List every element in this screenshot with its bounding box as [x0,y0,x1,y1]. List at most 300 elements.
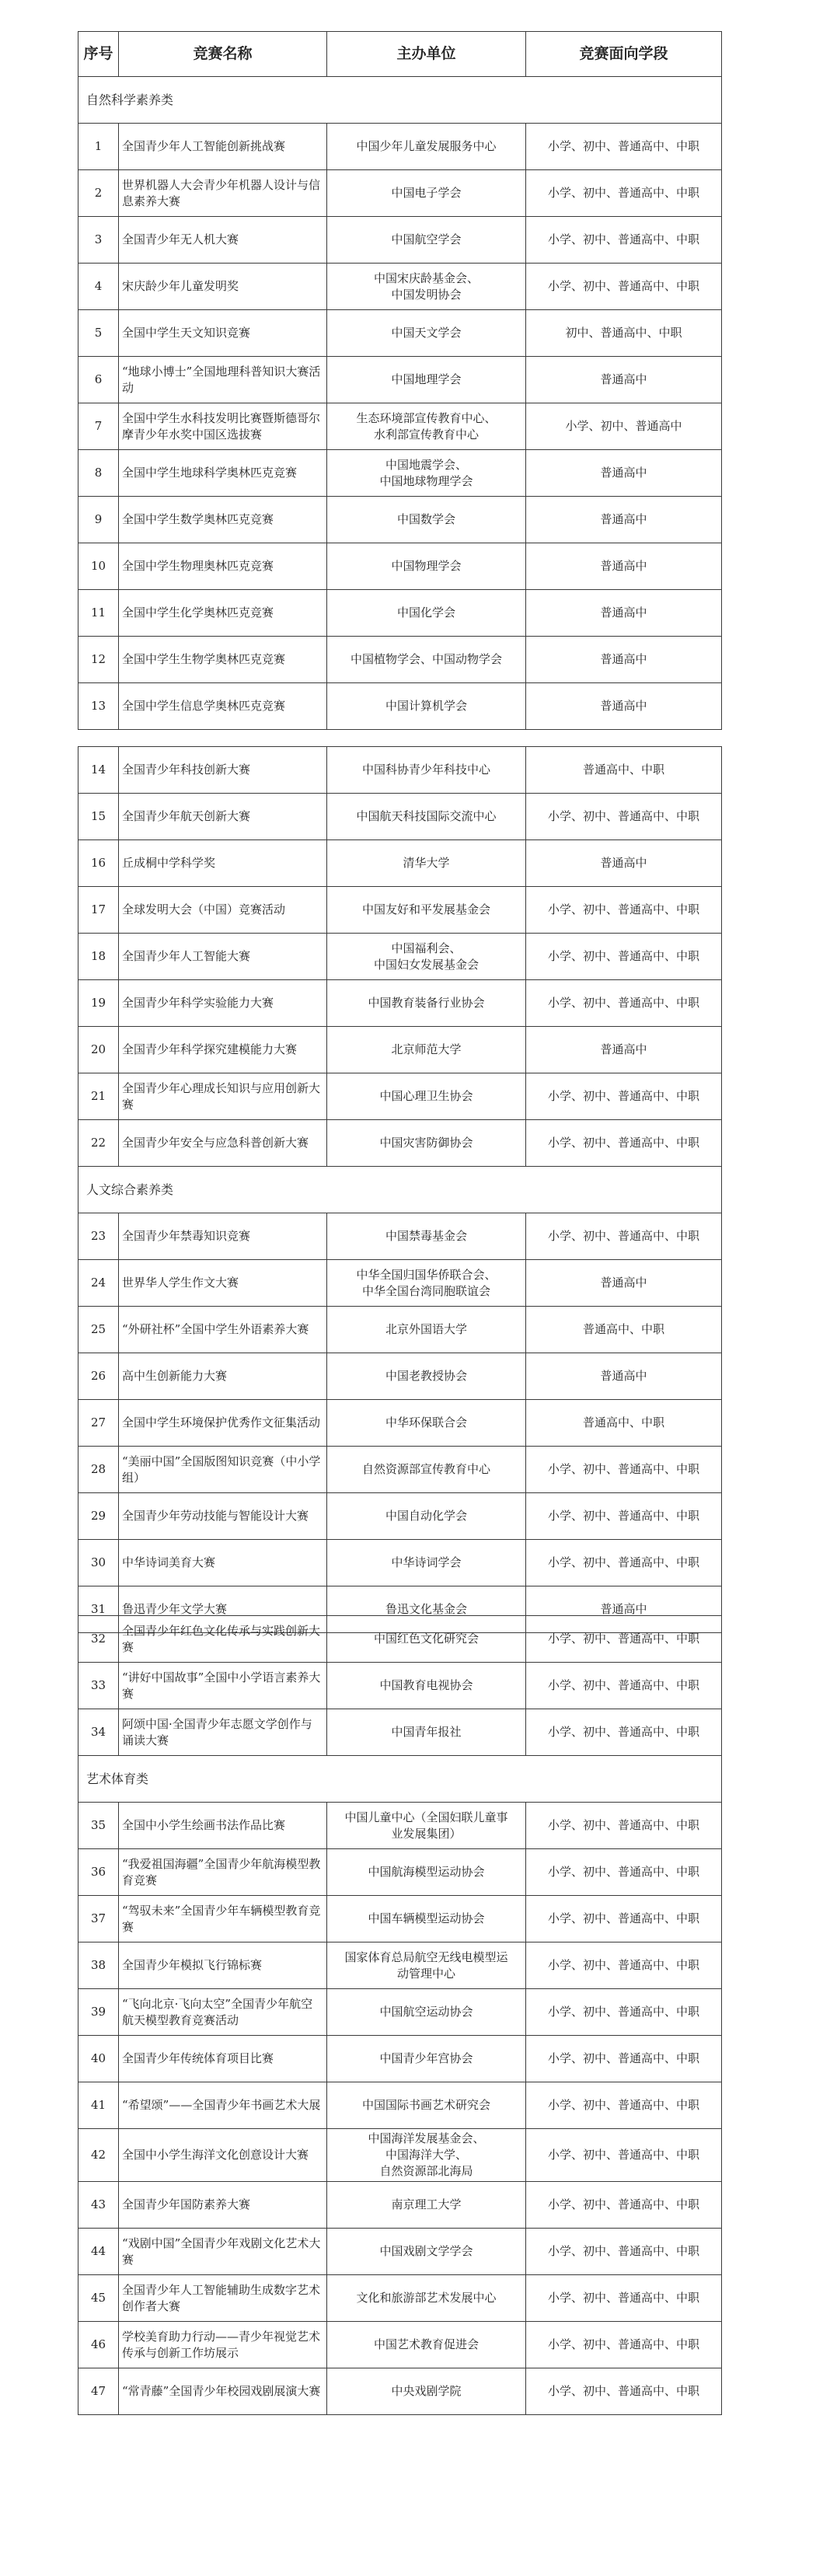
organizer-line: 中国教育装备行业协会 [368,996,485,1010]
organizer-line: 中国航天科技国际交流中心 [356,809,497,823]
competition-name: 全国青少年心理成长知识与应用创新大赛 [119,1073,327,1120]
row-number: 3 [78,217,119,264]
organizer-line: 中国海洋发展基金会、 [368,2131,485,2145]
school-level: 小学、初中、普通高中、中职 [526,1849,722,1896]
row-number: 6 [78,357,119,403]
rows-table3b [78,1803,722,2415]
row-number: 4 [78,264,119,310]
table-row [78,1989,722,2036]
competition-name: 全国青少年航天创新大赛 [119,794,327,840]
organizer [327,1447,526,1493]
organizer [327,934,526,980]
school-level: 小学、初中、普通高中、中职 [526,1073,722,1120]
organizer [327,1120,526,1167]
row-number: 8 [78,450,119,497]
row-number: 34 [78,1709,119,1756]
organizer [327,2275,526,2322]
organizer [327,264,526,310]
school-level: 普通高中、中职 [526,1400,722,1447]
row-number: 32 [78,1616,119,1663]
category-title-arts: 艺术体育类 [78,1756,722,1803]
school-level: 小学、初中、普通高中、中职 [526,2129,722,2182]
organizer-line: 中华环保联合会 [385,1415,467,1429]
organizer-line: 中国电子学会 [391,186,462,200]
competition-name: 全国中学生物理奥林匹克竞赛 [119,543,327,590]
school-level: 小学、初中、普通高中、中职 [526,1493,722,1540]
category-title-science: 自然科学素养类 [78,77,722,124]
organizer [327,1260,526,1307]
competition-name: 全球发明大会（中国）竞赛活动 [119,887,327,934]
competition-name: 全国中学生天文知识竞赛 [119,310,327,357]
school-level: 小学、初中、普通高中、中职 [526,2322,722,2368]
competition-name: 全国中学生地球科学奥林匹克竞赛 [119,450,327,497]
school-level: 小学、初中、普通高中、中职 [526,1120,722,1167]
table-row [78,1073,722,1120]
competition-name: 阿颂中国·全国青少年志愿文学创作与诵读大赛 [119,1709,327,1756]
organizer-line: 动管理中心 [396,1966,455,1981]
school-level: 小学、初中、普通高中、中职 [526,887,722,934]
row-number: 37 [78,1896,119,1942]
row-number: 16 [78,840,119,887]
school-level: 普通高中、中职 [526,747,722,794]
organizer [327,2322,526,2368]
organizer [327,1307,526,1353]
table-row [78,1663,722,1709]
category-row [78,1756,722,1803]
table-row [78,1803,722,1849]
organizer [327,887,526,934]
school-level: 小学、初中、普通高中、中职 [526,2082,722,2129]
organizer [327,747,526,794]
school-level: 普通高中 [526,497,722,543]
competition-name: 全国青少年禁毒知识竞赛 [119,1213,327,1260]
row-number: 5 [78,310,119,357]
table-row [78,683,722,730]
organizer-line: 北京师范大学 [391,1042,462,1056]
row-number: 12 [78,637,119,683]
organizer [327,124,526,170]
organizer [327,1942,526,1989]
table-header-row [78,32,722,77]
row-number: 47 [78,2368,119,2415]
organizer [327,590,526,637]
competition-name: 全国青少年人工智能创新挑战赛 [119,124,327,170]
organizer [327,450,526,497]
table-row [78,2322,722,2368]
organizer [327,2182,526,2229]
header-org: 主办单位 [327,32,526,77]
organizer-line: 中国心理卫生协会 [379,1089,473,1103]
row-number: 24 [78,1260,119,1307]
table-row [78,887,722,934]
competition-table-part1 [78,31,722,730]
table-row [78,2275,722,2322]
competition-name: “飞向北京·飞向太空”全国青少年航空航天模型教育竞赛活动 [119,1989,327,2036]
organizer-line: 中国植物学会、中国动物学会 [350,652,502,666]
organizer-line: 中国少年儿童发展服务中心 [356,139,497,153]
row-number: 17 [78,887,119,934]
school-level: 小学、初中、普通高中、中职 [526,1709,722,1756]
organizer [327,1400,526,1447]
organizer [327,2082,526,2129]
organizer [327,683,526,730]
table-row [78,2182,722,2229]
row-number: 33 [78,1663,119,1709]
row-number: 21 [78,1073,119,1120]
row-number: 26 [78,1353,119,1400]
organizer-line: 鲁迅文化基金会 [385,1602,467,1616]
row-number: 40 [78,2036,119,2082]
organizer-line: 中国物理学会 [391,559,462,573]
organizer-line: 中国友好和平发展基金会 [361,902,490,916]
organizer [327,1027,526,1073]
row-number: 28 [78,1447,119,1493]
school-level: 普通高中 [526,1027,722,1073]
competition-name: “美丽中国”全国版图知识竞赛（中小学组） [119,1447,327,1493]
organizer-line: 中国宋庆龄基金会、 [373,271,479,285]
organizer [327,217,526,264]
row-number: 41 [78,2082,119,2129]
organizer [327,1213,526,1260]
organizer [327,1663,526,1709]
organizer [327,1989,526,2036]
table-row [78,934,722,980]
table-row [78,403,722,450]
row-number: 30 [78,1540,119,1586]
table-row [78,1709,722,1756]
organizer [327,170,526,217]
organizer [327,794,526,840]
row-number: 44 [78,2229,119,2275]
row-number: 42 [78,2129,119,2182]
competition-name: “我爱祖国海疆”全国青少年航海模型教育竞赛 [119,1849,327,1896]
competition-name: 全国中学生数学奥林匹克竞赛 [119,497,327,543]
row-number: 10 [78,543,119,590]
school-level: 小学、初中、普通高中、中职 [526,1213,722,1260]
organizer-line: 中国科协青少年科技中心 [361,763,490,777]
table-row [78,1447,722,1493]
organizer-line: 中国戏剧文学学会 [379,2244,473,2258]
table-row [78,1493,722,1540]
organizer-line: 中国妇女发展基金会 [373,957,479,972]
organizer-line: 中国车辆模型运动协会 [368,1911,485,1925]
organizer-line: 中国地震学会、 [385,457,467,472]
competition-name: 丘成桐中学科学奖 [119,840,327,887]
table-row [78,1540,722,1586]
organizer [327,1616,526,1663]
competition-name: 鲁迅青少年文学大赛 [119,1586,327,1633]
organizer-line: 中国教育电视协会 [379,1678,473,1692]
competition-name: 宋庆龄少年儿童发明奖 [119,264,327,310]
school-level: 小学、初中、普通高中、中职 [526,1896,722,1942]
competition-name: 全国中学生生物学奥林匹克竞赛 [119,637,327,683]
table-row [78,1213,722,1260]
organizer-line: 中国发明协会 [391,287,462,302]
table-row [78,794,722,840]
organizer [327,980,526,1027]
school-level: 普通高中 [526,450,722,497]
competition-name: 中华诗词美育大赛 [119,1540,327,1586]
table-row [78,1353,722,1400]
competition-name: 全国青少年人工智能大赛 [119,934,327,980]
school-level: 小学、初中、普通高中、中职 [526,794,722,840]
competition-name: “驾驭未来”全国青少年车辆模型教育竞赛 [119,1896,327,1942]
organizer-line: 自然资源部宣传教育中心 [361,1462,490,1476]
competition-name: “常青藤”全国青少年校园戏剧展演大赛 [119,2368,327,2415]
competition-name: “希望颂”——全国青少年书画艺术大展 [119,2082,327,2129]
competition-name: 全国中小学生海洋文化创意设计大赛 [119,2129,327,2182]
organizer [327,2129,526,2182]
organizer-line: 中华全国台湾同胞联谊会 [361,1283,490,1298]
organizer [327,357,526,403]
table-row [78,450,722,497]
competition-name: 全国青少年劳动技能与智能设计大赛 [119,1493,327,1540]
organizer [327,2229,526,2275]
school-level: 小学、初中、普通高中、中职 [526,980,722,1027]
table-row [78,2129,722,2182]
organizer-line: 中华诗词学会 [391,1555,462,1569]
school-level: 小学、初中、普通高中、中职 [526,2182,722,2229]
organizer-line: 中国儿童中心（全国妇联儿童事 [344,1810,508,1824]
organizer-line: 中国艺术教育促进会 [373,2337,479,2351]
table-row [78,2036,722,2082]
school-level: 小学、初中、普通高中、中职 [526,124,722,170]
organizer-line: 清华大学 [403,856,450,870]
organizer [327,2368,526,2415]
organizer-line: 中国禁毒基金会 [385,1229,467,1243]
school-level: 小学、初中、普通高中、中职 [526,1663,722,1709]
row-number: 25 [78,1307,119,1353]
school-level: 普通高中 [526,357,722,403]
school-level: 普通高中 [526,1260,722,1307]
competition-name: 全国青少年模拟飞行锦标赛 [119,1942,327,1989]
school-level: 小学、初中、普通高中 [526,403,722,450]
school-level: 普通高中 [526,1353,722,1400]
row-number: 20 [78,1027,119,1073]
table-row [78,310,722,357]
row-number: 1 [78,124,119,170]
table-row [78,124,722,170]
organizer-line: 中国地理学会 [391,372,462,386]
table-row [78,980,722,1027]
organizer-line: 文化和旅游部艺术发展中心 [356,2291,497,2305]
organizer [327,1896,526,1942]
school-level: 小学、初中、普通高中、中职 [526,2275,722,2322]
table-row [78,637,722,683]
competition-name: 全国中学生化学奥林匹克竞赛 [119,590,327,637]
school-level: 普通高中 [526,1586,722,1633]
table-row [78,1896,722,1942]
row-number: 23 [78,1213,119,1260]
rows-table2b [78,1213,722,1633]
school-level: 普通高中 [526,590,722,637]
competition-name: “外研社杯”全国中学生外语素养大赛 [119,1307,327,1353]
table-row [78,840,722,887]
organizer-line: 中国青少年宫协会 [379,2051,473,2065]
competition-name: 全国中小学生绘画书法作品比赛 [119,1803,327,1849]
organizer [327,2036,526,2082]
organizer [327,1709,526,1756]
school-level: 小学、初中、普通高中、中职 [526,1540,722,1586]
competition-name: 全国青少年红色文化传承与实践创新大赛 [119,1616,327,1663]
row-number: 2 [78,170,119,217]
organizer-line: 中国航空运动协会 [379,2005,473,2019]
organizer-line: 水利部宣传教育中心 [373,427,479,442]
organizer-line: 中国红色文化研究会 [373,1632,479,1646]
school-level: 小学、初中、普通高中、中职 [526,1989,722,2036]
table-row [78,1616,722,1663]
organizer [327,1540,526,1586]
school-level: 小学、初中、普通高中、中职 [526,2036,722,2082]
table-row [78,1027,722,1073]
table-row [78,1307,722,1353]
organizer [327,497,526,543]
organizer-line: 中国国际书画艺术研究会 [361,2098,490,2112]
organizer-line: 中国福利会、 [391,941,462,955]
competition-name: 全国青少年安全与应急科普创新大赛 [119,1120,327,1167]
competition-name: 全国中学生水科技发明比赛暨斯德哥尔摩青少年水奖中国区选拔赛 [119,403,327,450]
row-number: 15 [78,794,119,840]
rows-table3a [78,1616,722,1756]
competition-name: 学校美育助力行动——青少年视觉艺术传承与创新工作坊展示 [119,2322,327,2368]
competition-name: 全国青少年科技创新大赛 [119,747,327,794]
table-row [78,1942,722,1989]
school-level: 小学、初中、普通高中、中职 [526,2229,722,2275]
row-number: 13 [78,683,119,730]
row-number: 19 [78,980,119,1027]
row-number: 14 [78,747,119,794]
table-row [78,2368,722,2415]
organizer [327,1073,526,1120]
header-no: 序号 [78,32,119,77]
organizer-line: 南京理工大学 [391,2197,462,2211]
competition-name: 高中生创新能力大赛 [119,1353,327,1400]
school-level: 小学、初中、普通高中、中职 [526,264,722,310]
competition-name: 世界华人学生作文大赛 [119,1260,327,1307]
organizer-line: 中华全国归国华侨联合会、 [356,1267,497,1282]
competition-name: 全国青少年无人机大赛 [119,217,327,264]
header-name: 竞赛名称 [119,32,327,77]
row-number: 45 [78,2275,119,2322]
school-level: 普通高中 [526,543,722,590]
table-row [78,590,722,637]
organizer [327,637,526,683]
school-level: 小学、初中、普通高中、中职 [526,934,722,980]
table-row [78,543,722,590]
school-level: 小学、初中、普通高中、中职 [526,170,722,217]
organizer [327,840,526,887]
category-row [78,1167,722,1213]
competition-name: 全国青少年国防素养大赛 [119,2182,327,2229]
organizer-line: 中国海洋大学、 [385,2148,467,2162]
header-level: 竞赛面向学段 [526,32,722,77]
category-title-humanities: 人文综合素养类 [78,1167,722,1213]
school-level: 普通高中 [526,637,722,683]
table-row [78,217,722,264]
competition-name: 全国中学生信息学奥林匹克竞赛 [119,683,327,730]
organizer-line: 中国地球物理学会 [379,473,473,488]
organizer [327,1803,526,1849]
row-number: 7 [78,403,119,450]
organizer-line: 北京外国语大学 [385,1322,467,1336]
row-number: 35 [78,1803,119,1849]
row-number: 29 [78,1493,119,1540]
competition-name: 全国青少年科学探究建模能力大赛 [119,1027,327,1073]
table-row [78,1849,722,1896]
organizer-line: 中国航空学会 [391,232,462,246]
competition-name: 全国青少年科学实验能力大赛 [119,980,327,1027]
competition-name: “戏剧中国”全国青少年戏剧文化艺术大赛 [119,2229,327,2275]
competition-name: 世界机器人大会青少年机器人设计与信息素养大赛 [119,170,327,217]
table-row [78,497,722,543]
table-row [78,357,722,403]
organizer-line: 中国化学会 [396,606,455,620]
organizer-line: 中国灾害防御协会 [379,1136,473,1150]
organizer-line: 中国数学会 [396,512,455,526]
school-level: 初中、普通高中、中职 [526,310,722,357]
table-row [78,1120,722,1167]
organizer [327,1849,526,1896]
school-level: 小学、初中、普通高中、中职 [526,217,722,264]
competition-name: 全国青少年传统体育项目比赛 [119,2036,327,2082]
row-number: 18 [78,934,119,980]
organizer-line: 中国青年报社 [391,1725,462,1739]
organizer [327,1353,526,1400]
school-level: 小学、初中、普通高中、中职 [526,1447,722,1493]
row-number: 43 [78,2182,119,2229]
organizer-line: 中国自动化学会 [385,1509,467,1523]
school-level: 普通高中 [526,840,722,887]
row-number: 11 [78,590,119,637]
row-number: 9 [78,497,119,543]
row-number: 31 [78,1586,119,1633]
table-row [78,2229,722,2275]
table-row [78,170,722,217]
school-level: 普通高中、中职 [526,1307,722,1353]
organizer-line: 中国老教授协会 [385,1369,467,1383]
row-number: 22 [78,1120,119,1167]
organizer-line: 中央戏剧学院 [391,2384,462,2398]
organizer-line: 生态环境部宣传教育中心、 [356,410,497,425]
table-row [78,1260,722,1307]
organizer [327,403,526,450]
school-level: 普通高中 [526,683,722,730]
organizer-line: 中国航海模型运动协会 [368,1865,485,1879]
school-level: 小学、初中、普通高中、中职 [526,1803,722,1849]
rows-table1 [78,124,722,730]
organizer-line: 中国计算机学会 [385,699,467,713]
table-row [78,747,722,794]
category-row [78,77,722,124]
rows-table2a [78,747,722,1167]
table-row [78,1400,722,1447]
row-number: 27 [78,1400,119,1447]
competition-name: “讲好中国故事”全国中小学语言素养大赛 [119,1663,327,1709]
competition-name: “地球小博士”全国地理科普知识大赛活动 [119,357,327,403]
competition-table-part3 [78,1615,722,2415]
organizer [327,1493,526,1540]
school-level: 小学、初中、普通高中、中职 [526,1942,722,1989]
school-level: 小学、初中、普通高中、中职 [526,1616,722,1663]
row-number: 39 [78,1989,119,2036]
organizer [327,543,526,590]
row-number: 46 [78,2322,119,2368]
competition-name: 全国中学生环境保护优秀作文征集活动 [119,1400,327,1447]
organizer-line: 中国天文学会 [391,326,462,340]
row-number: 36 [78,1849,119,1896]
organizer-line: 业发展集团） [391,1826,462,1841]
table-row [78,264,722,310]
